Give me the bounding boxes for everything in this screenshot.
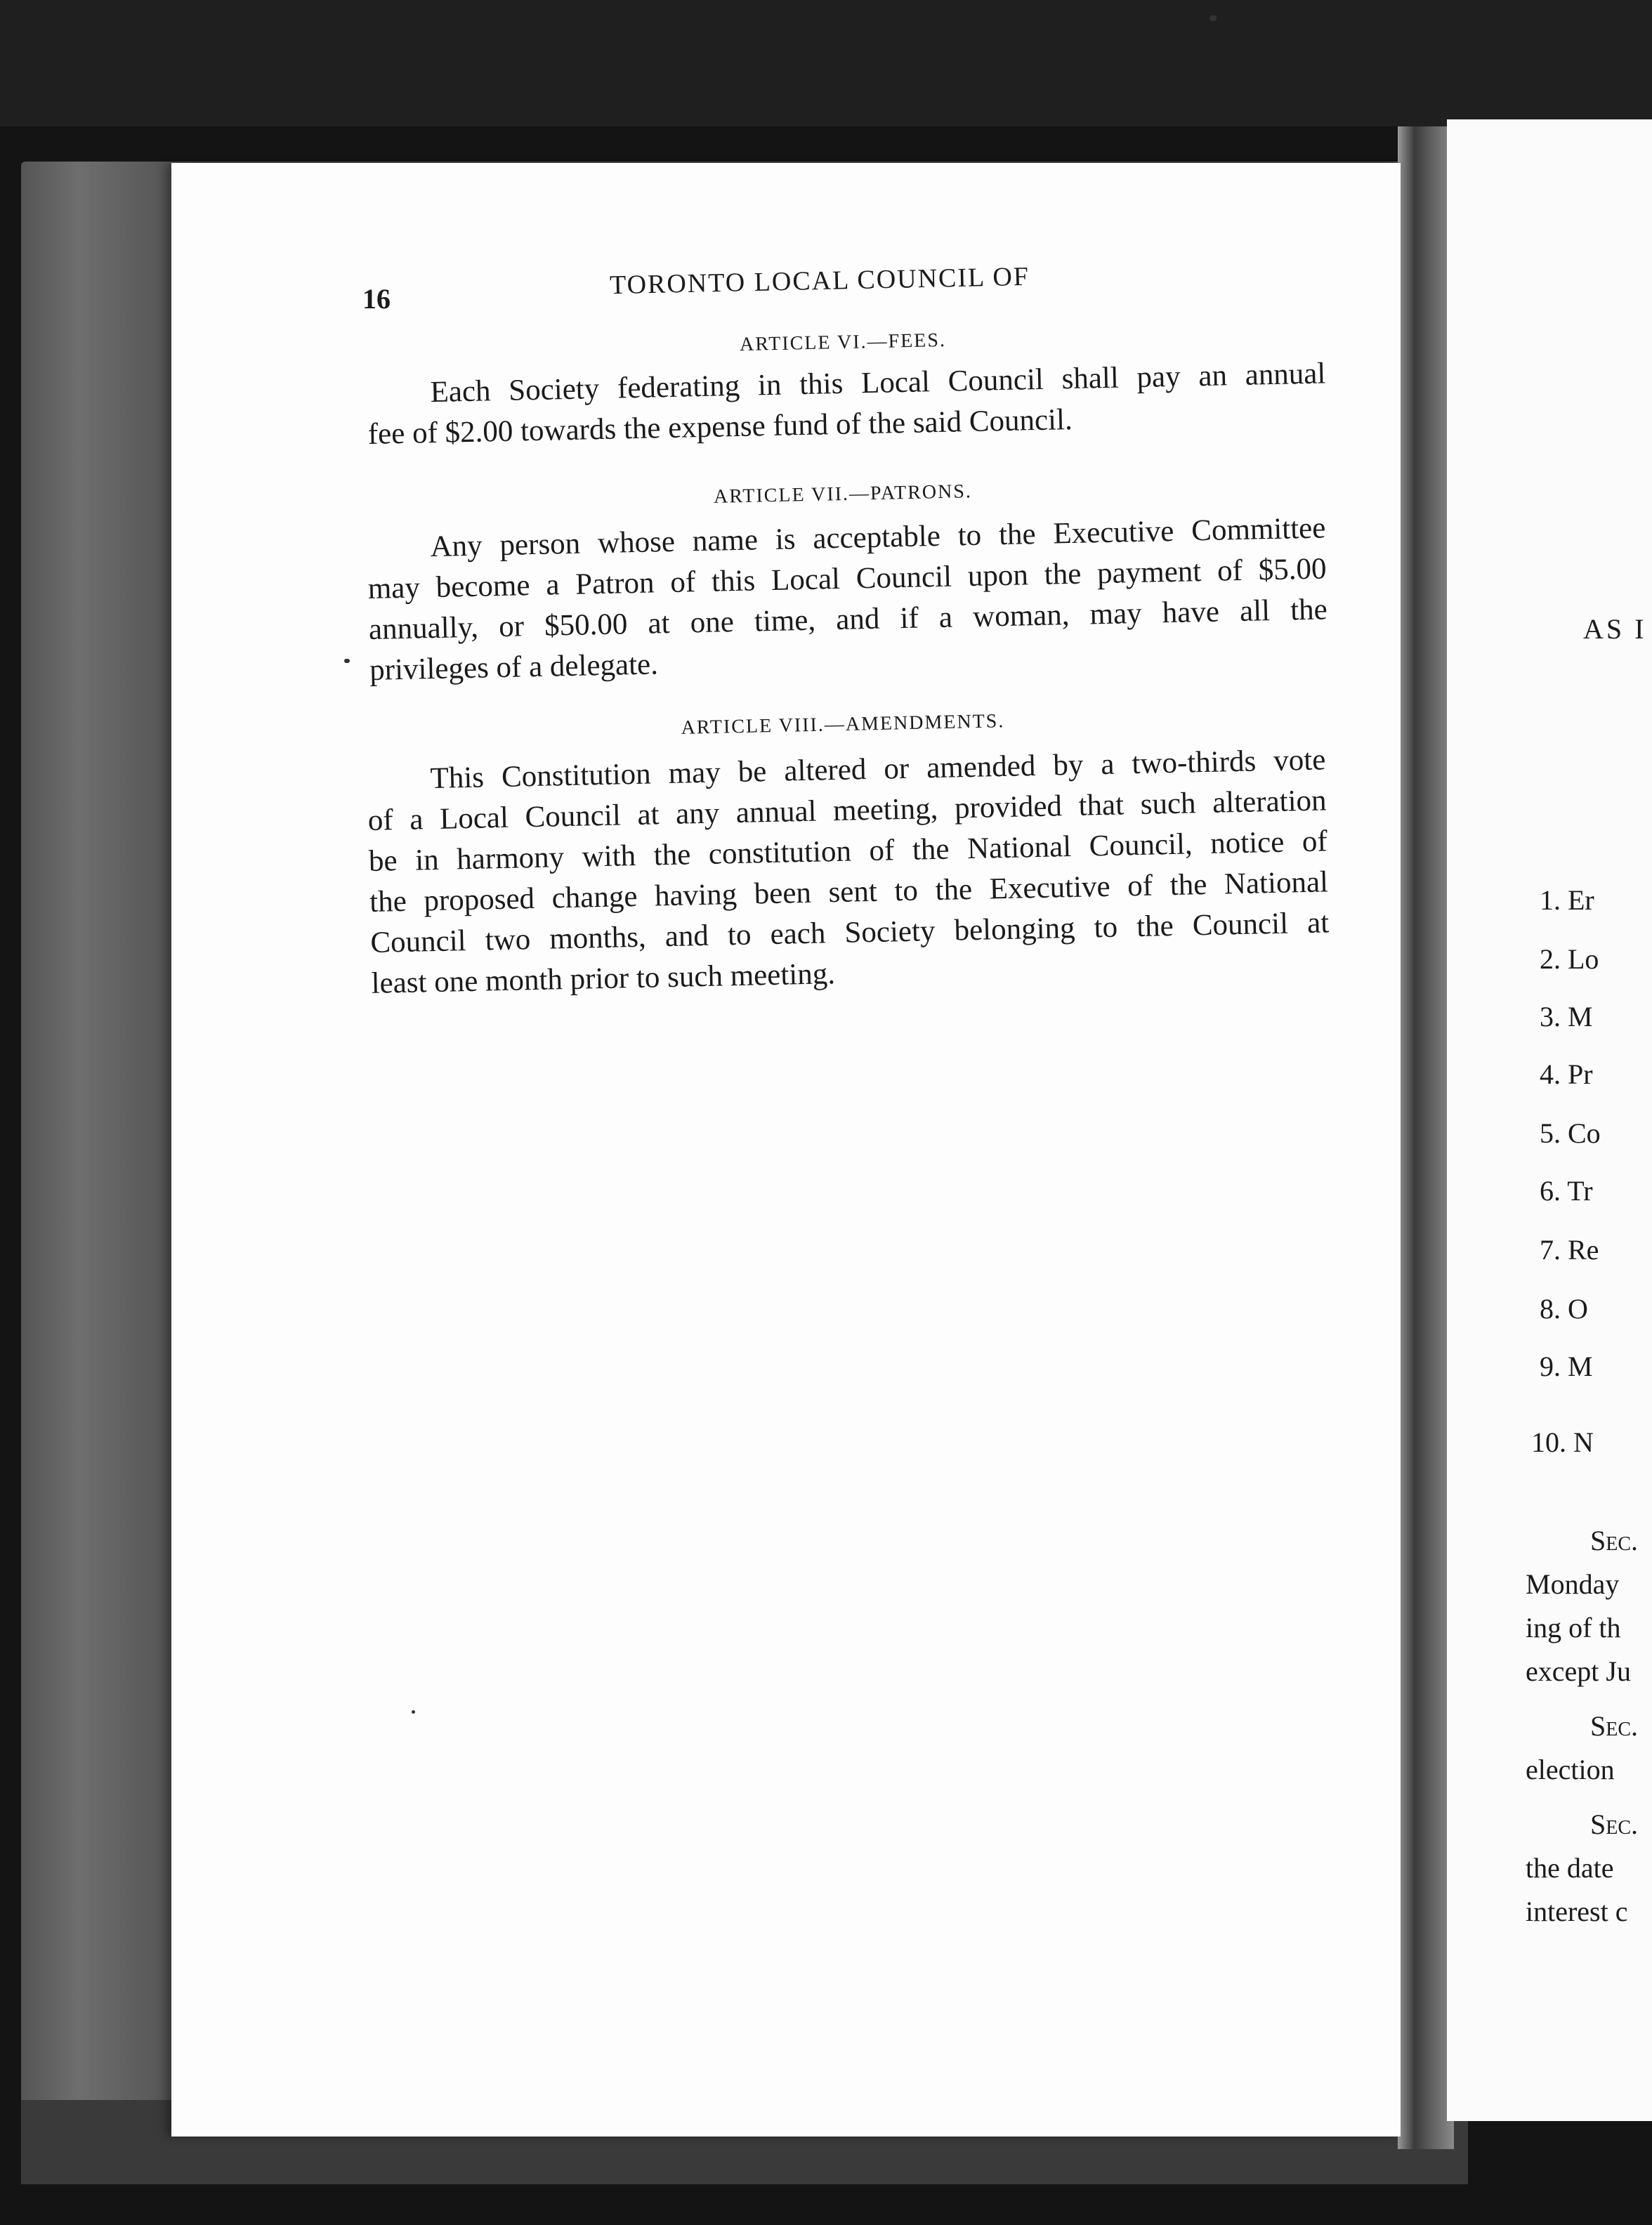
scanner-background xyxy=(0,0,1652,126)
section-label: Sec. xyxy=(1590,1525,1639,1556)
text-fragment: except Ju xyxy=(1526,1655,1631,1687)
list-fragment: 6. Tr xyxy=(1540,1175,1593,1207)
list-fragment: 9. M xyxy=(1540,1351,1593,1382)
running-head: TORONTO LOCAL COUNCIL OF xyxy=(609,261,1030,301)
list-fragment: 7. Re xyxy=(1540,1234,1599,1266)
text-fragment: the date xyxy=(1526,1852,1614,1884)
text-line: least one month prior to such meeting. xyxy=(371,957,836,1000)
text-line: Council two months, and to each Society belonging to the Council at xyxy=(369,906,1330,959)
page-number: 16 xyxy=(362,283,391,315)
list-fragment: 4. Pr xyxy=(1540,1058,1593,1090)
text-line: the proposed change having been sent to the Executive of the National xyxy=(369,865,1329,919)
text-fragment: interest c xyxy=(1526,1896,1628,1927)
left-page xyxy=(171,163,1401,2137)
text-line: be in harmony with the constitution of the National Council, notice of xyxy=(368,825,1328,878)
list-fragment: 2. Lo xyxy=(1540,943,1599,975)
text-line: This Constitution may be altered or amended by a two-thirds vote xyxy=(430,743,1326,796)
text-line: privileges of a delegate. xyxy=(369,648,659,687)
right-heading-fragment: AS I xyxy=(1583,613,1647,645)
list-fragment: 1. Er xyxy=(1540,884,1594,916)
text-line: may become a Patron of this Local Council upon the payment of $5.00 xyxy=(367,552,1328,605)
article-body-patrons xyxy=(367,508,1329,691)
text-line: Any person whose name is acceptable to the Executive Committee xyxy=(430,511,1326,564)
article-heading-patrons: ARTICLE VII.—PATRONS. xyxy=(713,480,973,508)
book-gutter xyxy=(1398,126,1454,2149)
text-fragment: election xyxy=(1526,1754,1615,1785)
text-line: fee of $2.00 towards the expense fund of the said Council. xyxy=(367,402,1073,451)
text-fragment: Monday xyxy=(1526,1568,1620,1600)
article-heading-fees: ARTICLE VI.—FEES. xyxy=(739,329,947,356)
list-fragment: 5. Co xyxy=(1540,1117,1601,1149)
ink-speck xyxy=(344,659,350,663)
ink-speck xyxy=(412,1710,415,1714)
ink-speck xyxy=(1210,15,1217,21)
section-label: Sec. xyxy=(1590,1809,1639,1840)
text-fragment: ing of th xyxy=(1526,1612,1621,1643)
list-fragment: 3. M xyxy=(1540,1001,1593,1032)
list-fragment: 10. N xyxy=(1531,1426,1594,1458)
text-line: Each Society federating in this Local Council shall pay an annual xyxy=(430,357,1326,409)
article-body-amendments xyxy=(367,740,1330,1004)
article-heading-amendments: ARTICLE VIII.—AMENDMENTS. xyxy=(681,710,1005,739)
section-label: Sec. xyxy=(1590,1710,1639,1742)
list-fragment: 8. O xyxy=(1540,1293,1588,1325)
text-line: annually, or $50.00 at one time, and if a woman, may have all the xyxy=(368,593,1328,646)
text-line: of a Local Council at any annual meeting, provided that such alteration xyxy=(367,784,1328,837)
